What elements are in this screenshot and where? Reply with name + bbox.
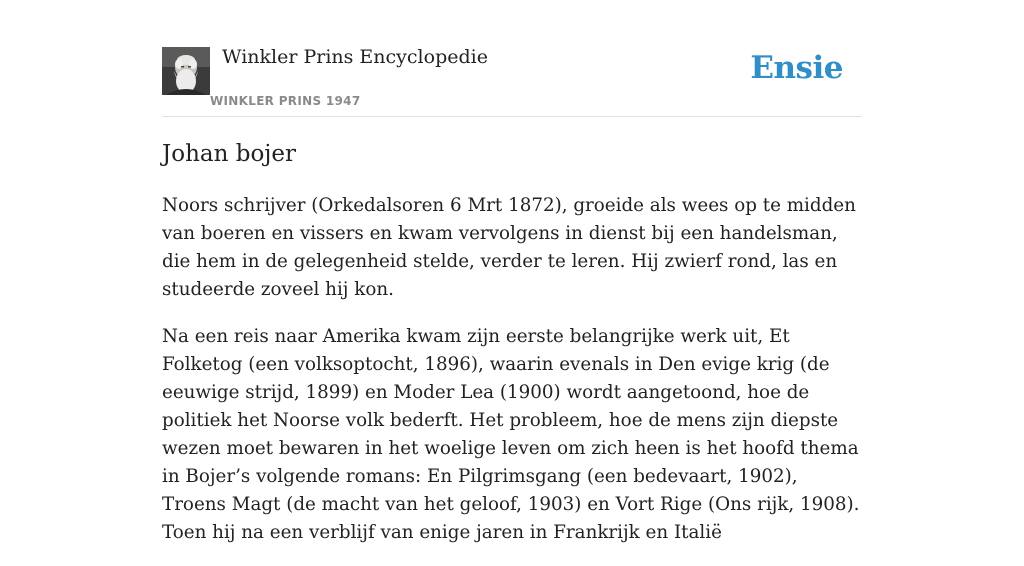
article-paragraph-1: Noors schrijver (Orkedalsoren 6 Mrt 1872), groeide als wees op te midden van boeren en vissers en kwam vervolgens in dienst bij een handelsman, die hem in de gelegenheid stelde, verder te leren. Hij zwierf rond, las en studeerde zoveel hij kon.: [162, 195, 856, 300]
article-paragraph-2: Na een reis naar Amerika kwam zijn eerste belangrijke werk uit, Et Folketog (een volksoptocht, 1896), waarin evenals in Den evige krig (de eeuwige strijd, 1899) en Moder Lea (1900) wordt aangetoond, hoe de politiek het Noorse volk bederft. Het probleem, hoe de mens zijn diepste wezen moet bewaren in het woelige leven om zich heen is het hoofd thema in Bojer’s volgende romans: En Pilgrimsgang (een bedevaart, 1902), Troens Magt (de macht van het geloof, 1903) en Vort Rige (Ons rijk, 1908). Toen hij na een verblijf van enige jaren in Frankrijk en Italië: [162, 326, 860, 543]
article: [162, 138, 862, 566]
site-title[interactable]: Winkler Prins Encyclopedie: [222, 46, 488, 68]
ensie-logo[interactable]: Ensie: [750, 50, 843, 86]
site-header: [162, 0, 862, 117]
bearded-man-portrait-icon[interactable]: [162, 47, 210, 95]
article-title: Johan bojer: [162, 141, 297, 167]
source-label[interactable]: WINKLER PRINS 1947: [210, 94, 361, 108]
